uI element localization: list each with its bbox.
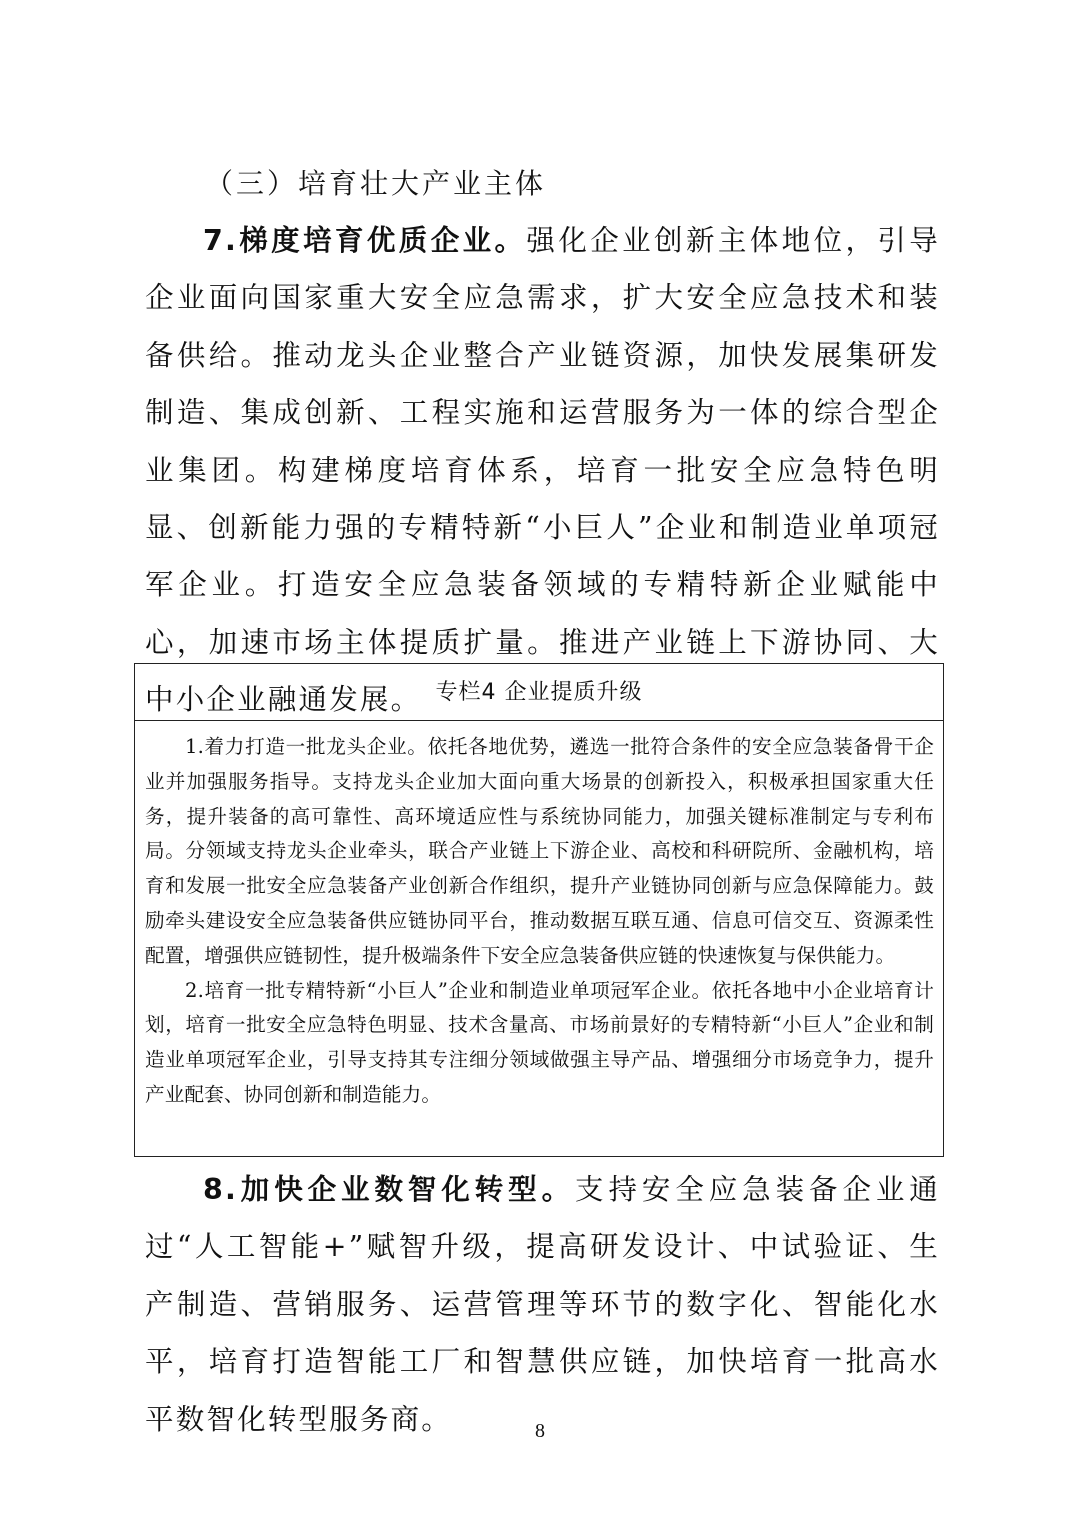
paragraph-7-body: 强化企业创新主体地位，引导企业面向国家重大安全应急需求，扩大安全应急技术和装备供给。推动龙头企业整合产业链资源，加快发展集研发制造、集成创新、工程实施和运营服务为一体的综合型企业集团。构建梯度培育体系，培育一批安全应急特色明显、创新能力强的专精特新“小巨人”企业和制造业单项冠军企业。打造安全应急装备领域的专精特新企业赋能中心，加速市场主体提质扩量。推进产业链上下游协同、大中小企业融通发展。 [145,224,940,717]
paragraph-7-lead: 7.梯度培育优质企业。 [203,224,527,257]
paragraph-8-body: 支持安全应急装备企业通过“人工智能+”赋智升级，提高研发设计、中试验证、生产制造、营销服务、运营管理等环节的数字化、智能化水平，培育打造智能工厂和智慧供应链，加快培育一批高水平数智化转型服务商。 [145,1173,941,1436]
callout-body [135,721,943,1113]
paragraph-8 [145,1161,940,1448]
paragraph-7 [145,212,940,729]
callout-title: 专栏4 企业提质升级 [135,664,943,721]
section-heading: （三）培育壮大产业主体 [205,167,547,200]
callout-box [134,663,944,1157]
callout-item-2: 2.培育一批专精特新“小巨人”企业和制造业单项冠军企业。依托各地中小企业培育计划，培育一批安全应急特色明显、技术含量高、市场前景好的专精特新“小巨人”企业和制造业单项冠军企业，引导支持其专注细分领域做强主导产品、增强细分市场竞争力，提升产业配套、协同创新和制造能力。 [145,978,934,1106]
paragraph-8-lead: 8.加快企业数智化转型。 [203,1173,576,1206]
callout-item-1: 1.着力打造一批龙头企业。依托各地优势，遴选一批符合条件的安全应急装备骨干企业并加强服务指导。支持龙头企业加大面向重大场景的创新投入，积极承担国家重大任务，提升装备的高可靠性、高环境适应性与系统协同能力，加强关键标准制定与专利布局。分领域支持龙头企业牵头，联合产业链上下游企业、高校和科研院所、金融机构，培育和发展一批安全应急装备产业创新合作组织，提升产业链协同创新与应急保障能力。鼓励牵头建设安全应急装备供应链协同平台，推动数据互联互通、信息可信交互、资源柔性配置，增强供应链韧性，提升极端条件下安全应急装备供应链的快速恢复与保供能力。 [145,735,934,967]
page-number: 8 [535,1420,545,1442]
